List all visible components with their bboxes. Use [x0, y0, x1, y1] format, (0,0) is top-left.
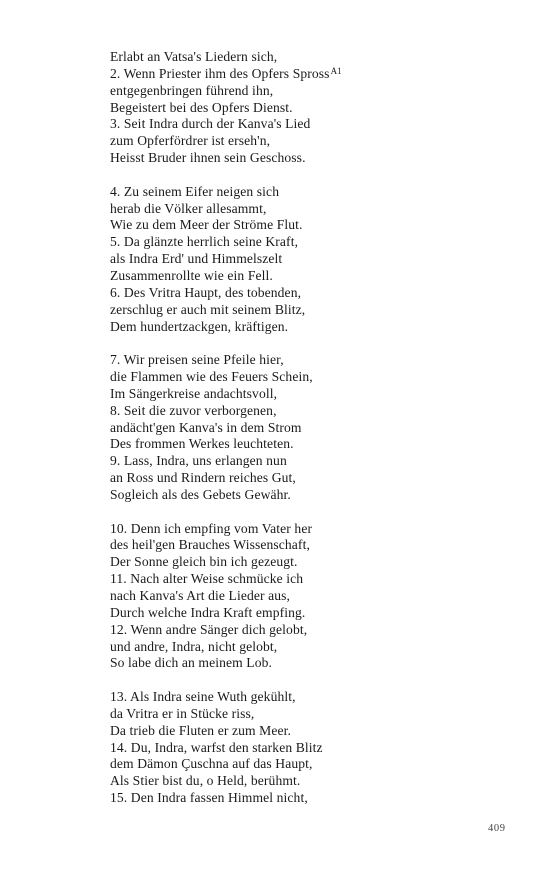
verse-line-text: und andre, Indra, nicht gelobt,	[110, 638, 278, 654]
verse-line-text: nach Kanva's Art die Lieder aus,	[110, 588, 291, 603]
verse-line-text: 11. Nach alter Weise schmücke ich	[110, 571, 304, 587]
footnote-marker[interactable]: A1	[330, 65, 342, 76]
verse-line-text: 15. Den Indra fassen Himmel nicht,	[110, 790, 308, 806]
verse-line-text: zum Opferfördrer ist erseh'n,	[110, 133, 271, 149]
verse-line-text: entgegenbringen führend ihn,	[110, 82, 274, 98]
verse-line	[110, 655, 510, 672]
verse-line-text: 12. Wenn andre Sänger dich gelobt,	[110, 621, 308, 637]
verse-line	[110, 790, 510, 807]
verse-line-text: da Vritra er in Stücke riss,	[110, 705, 255, 721]
verse-line-text: an Ross und Rindern reiches Gut,	[110, 470, 296, 486]
verse-line	[110, 100, 510, 117]
verse-line-text: 6. Des Vritra Haupt, des tobenden,	[110, 284, 302, 300]
verse-line-text: 3. Seit Indra durch der Kanva's Lied	[110, 116, 311, 132]
verse-line-text: Sogleich als des Gebets Gewähr.	[110, 486, 291, 502]
verse-line	[110, 184, 510, 201]
stanza-gap	[110, 167, 510, 184]
verse-line-text: als Indra Erd' und Himmelszelt	[110, 251, 283, 267]
verse-line	[110, 706, 510, 723]
verse-line	[110, 386, 510, 403]
verse-line-text: Der Sonne gleich bin ich gezeugt.	[110, 554, 298, 570]
verse-line	[110, 369, 510, 386]
verse-line	[110, 150, 510, 167]
verse-line	[110, 420, 510, 437]
verse-line	[110, 116, 510, 133]
verse-line-text: Durch welche Indra Kraft empfing.	[110, 604, 306, 620]
verse-line-text: Zusammenrollte wie ein Fell.	[110, 267, 273, 283]
stanza-gap	[110, 335, 510, 352]
verse-line	[110, 571, 510, 588]
verse-line	[110, 773, 510, 790]
verse-line-text: die Flammen wie des Feuers Schein,	[110, 369, 313, 385]
verse-line	[110, 49, 510, 66]
verse-line-text: Heisst Bruder ihnen sein Geschoss.	[110, 150, 306, 166]
verse-line	[110, 133, 510, 150]
verse-line-text: Wie zu dem Meer der Ströme Flut.	[110, 217, 303, 233]
verse-line	[110, 201, 510, 218]
verse-line-text: andächt'gen Kanva's in dem Strom	[110, 419, 302, 435]
stanza-gap	[110, 672, 510, 689]
stanza-gap	[110, 504, 510, 521]
verse-line	[110, 403, 510, 420]
verse-line	[110, 83, 510, 100]
verse-line-text: Dem hundertzackgen, kräftigen.	[110, 318, 289, 334]
verse-line-text: des heil'gen Brauches Wissenschaft,	[110, 537, 310, 553]
verse-line	[110, 470, 510, 487]
verse-line	[110, 554, 510, 571]
verse-line-text: 9. Lass, Indra, uns erlangen nun	[110, 453, 287, 469]
verse-line-text: 5. Da glänzte herrlich seine Kraft,	[110, 234, 299, 250]
verse-line-text: Da trieb die Fluten er zum Meer.	[110, 722, 291, 738]
verse-line-text: Begeistert bei des Opfers Dienst.	[110, 99, 293, 115]
verse-line	[110, 302, 510, 319]
verse-line	[110, 487, 510, 504]
verse-line	[110, 285, 510, 302]
verse-line-text: Erlabt an Vatsa's Liedern sich,	[110, 49, 278, 64]
verse-line-text: dem Dämon Çuschna auf das Haupt,	[110, 756, 313, 772]
verse-line	[110, 453, 510, 470]
verse-line	[110, 66, 510, 83]
verse-line	[110, 740, 510, 757]
verse-line	[110, 723, 510, 740]
verse-line-text: 7. Wir preisen seine Pfeile hier,	[110, 352, 284, 368]
verse-line-text: herab die Völker allesammt,	[110, 200, 267, 216]
verse-line-text: zerschlug er auch mit seinem Blitz,	[110, 301, 306, 317]
verse-line	[110, 622, 510, 639]
verse-line	[110, 217, 510, 234]
verse-line	[110, 537, 510, 554]
verse-line	[110, 521, 510, 538]
page-number: 409	[488, 823, 506, 834]
verse-line	[110, 319, 510, 336]
verse-line-text: So labe dich an meinem Lob.	[110, 655, 273, 671]
verse-line	[110, 234, 510, 251]
verse-line-text: 2. Wenn Priester ihm des Opfers Spross	[110, 65, 330, 81]
verse-line-text: 8. Seit die zuvor verborgenen,	[110, 402, 277, 418]
verse-line	[110, 639, 510, 656]
verse-line-text: Im Sängerkreise andachtsvoll,	[110, 385, 278, 401]
verse-line-text: 4. Zu seinem Eifer neigen sich	[110, 183, 280, 199]
verse-line-text: 13. Als Indra seine Wuth gekühlt,	[110, 689, 296, 705]
verse-line	[110, 352, 510, 369]
verse-line-text: Als Stier bist du, o Held, berühmt.	[110, 773, 301, 789]
verse-line-text: 14. Du, Indra, warfst den starken Blitz	[110, 739, 323, 755]
verse-line	[110, 588, 510, 605]
verse-line	[110, 756, 510, 773]
verse-line-text: 10. Denn ich empfing vom Vater her	[110, 520, 313, 536]
verse-line	[110, 436, 510, 453]
verse-line	[110, 251, 510, 268]
verse-line	[110, 268, 510, 285]
verse-line	[110, 605, 510, 622]
poem-text	[110, 49, 510, 807]
verse-line	[110, 689, 510, 706]
verse-line-text: Des frommen Werkes leuchteten.	[110, 436, 294, 452]
